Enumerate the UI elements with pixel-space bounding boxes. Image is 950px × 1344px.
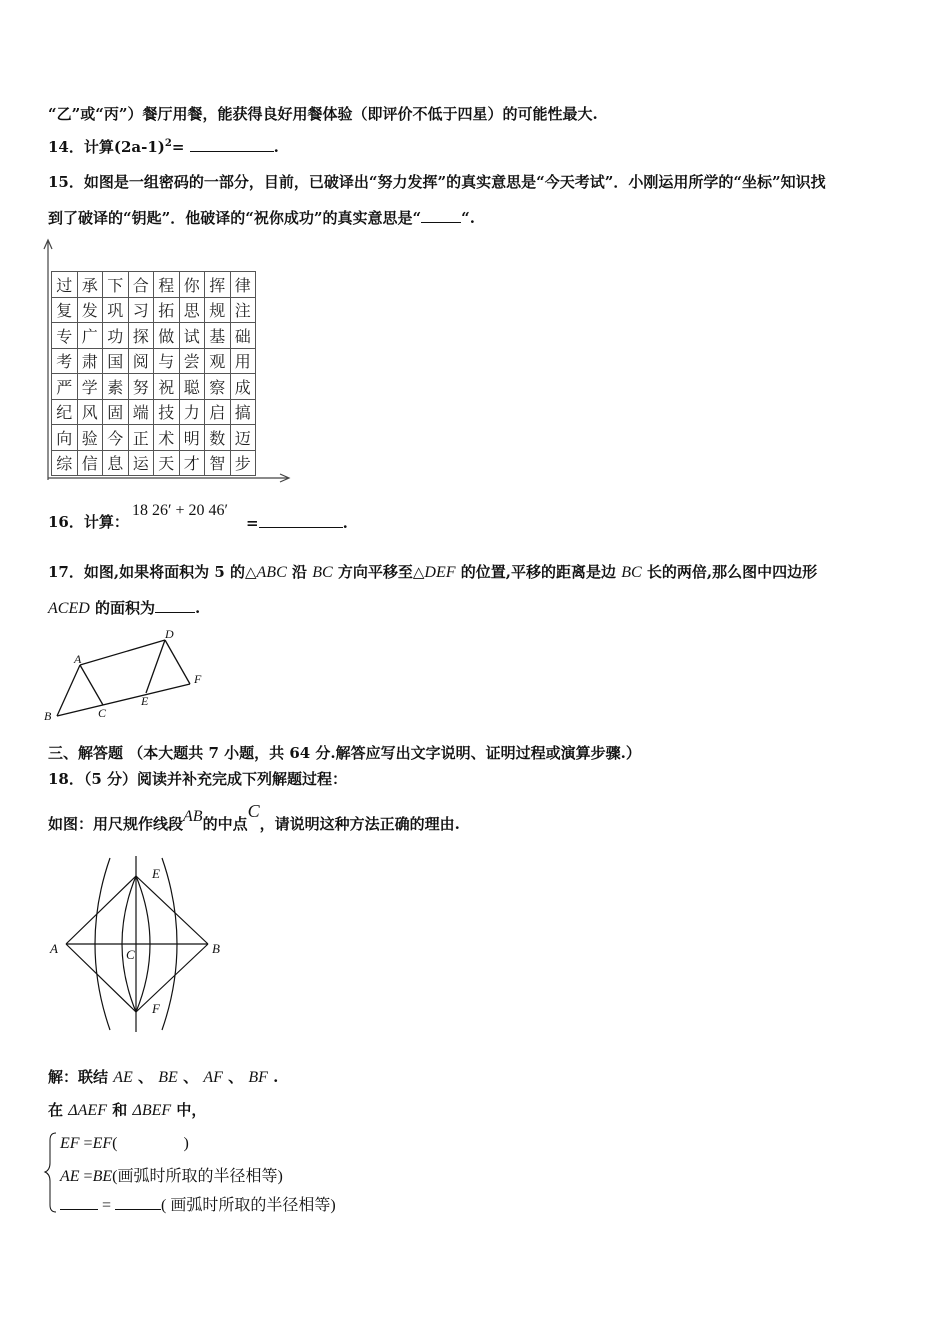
question-18: 18．（5 分）阅读并补充完成下列解题过程： [48,770,348,788]
q18-label-f: F [152,1001,160,1016]
grid-cell: 与 [154,348,180,374]
grid-cell: 数 [205,425,231,451]
q16-end: . [342,514,348,532]
q17-def: DEF [424,564,456,581]
q16-equals: = [246,514,259,532]
sys3-reason: ( 画弧时所取的半径相等) [161,1197,336,1214]
q17-label-d: D [165,627,174,641]
grid-cell: 天 [154,450,180,476]
sys1-paren-close: ) [183,1135,189,1152]
grid-cell: 今 [103,425,129,451]
sep-3: 、 [228,1068,244,1086]
q17-text-4: 的位置,平移的距离是边 [455,563,622,581]
grid-cell: 向 [52,425,78,451]
q17-bc-2: BC [621,564,642,581]
q18-label-b: B [212,941,220,956]
grid-cell: 才 [179,450,205,476]
and-text: 和 [112,1101,128,1119]
sys3-right-blank[interactable] [115,1195,161,1210]
grid-cell: 规 [205,297,231,323]
q15-end: “. [461,209,476,227]
grid-cell: 综 [52,450,78,476]
grid-cell: 础 [230,323,256,349]
grid-cell: 复 [52,297,78,323]
grid-row [52,323,256,349]
grid-cell: 素 [103,374,129,400]
grid-cell: 运 [128,450,154,476]
segment-bf: BF [248,1069,268,1086]
sys2-eq: = [83,1168,93,1185]
grid-cell: 明 [179,425,205,451]
sys3-left-blank[interactable] [60,1195,98,1210]
q17-text-1: 17．如图,如果将面积为 5 的△ [48,563,257,581]
q18-text-1: 如图：用尺规作线段 [48,815,184,833]
q16-number: 16．计算： [48,513,129,531]
q17-end: . [195,599,201,617]
grid-cell: 步 [230,450,256,476]
grid-cell: 尝 [179,348,205,374]
grid-cell: 观 [205,348,231,374]
sys1-paren-open: ( [112,1135,118,1152]
grid-cell: 承 [77,272,103,298]
grid-cell: 祝 [154,374,180,400]
q18-statement [48,801,460,834]
grid-cell: 聪 [179,374,205,400]
q16-answer-blank[interactable] [259,513,343,528]
grid-cell: 用 [230,348,256,374]
middle-text: 中， [176,1101,207,1119]
q18-label-c: C [126,947,135,962]
grid-cell: 功 [103,323,129,349]
q14-end: . [273,138,279,156]
cipher-grid [51,271,256,476]
grid-cell: 注 [230,297,256,323]
grid-cell: 技 [154,399,180,425]
q17-label-a: A [74,652,82,666]
grid-cell: 巩 [103,297,129,323]
grid-row [52,425,256,451]
q17-abc: ABC [256,564,287,581]
grid-cell: 基 [205,323,231,349]
q18-text-2: 的中点 [202,815,248,833]
grid-cell: 习 [128,297,154,323]
sys1-right: EF [92,1135,113,1152]
q15-line-1: 15．如图是一组密码的一部分，目前，已破译出“努力发挥”的真实意思是“今天考试”．小刚运用所学的“坐标”知识找 [48,173,826,191]
sep-2: 、 [183,1068,199,1086]
grid-row [52,450,256,476]
grid-cell: 正 [128,425,154,451]
grid-cell: 成 [230,374,256,400]
grid-cell: 你 [179,272,205,298]
sys2-left: AE [60,1168,80,1185]
grid-cell: 力 [179,399,205,425]
q17-text-5: 长的两倍,那么图中四边形 [641,563,818,581]
q17-text-2: 沿 [286,563,313,581]
grid-cell: 察 [205,374,231,400]
grid-cell: 程 [154,272,180,298]
grid-row [52,374,256,400]
grid-cell: 阅 [128,348,154,374]
grid-cell: 做 [154,323,180,349]
q15-line-2 [48,207,475,228]
grid-cell: 严 [52,374,78,400]
system-row-2 [60,1163,283,1186]
grid-cell: 学 [77,374,103,400]
question-14 [48,136,279,157]
q14-equals: = [171,138,185,156]
segment-ae: AE [113,1069,133,1086]
q18-ab: AB [183,808,203,825]
sys3-eq: = [102,1197,112,1214]
grid-cell: 验 [77,425,103,451]
grid-cell: 迈 [230,425,256,451]
grid-cell: 合 [128,272,154,298]
grid-cell: 端 [128,399,154,425]
sep-1: 、 [138,1068,154,1086]
q17-label-b: B [44,709,52,723]
q17-line-1 [48,561,817,582]
grid-cell: 发 [77,297,103,323]
grid-cell: 律 [230,272,256,298]
grid-cell: 专 [52,323,78,349]
segment-af: AF [203,1069,223,1086]
triangle-bef: ΔBEF [132,1102,172,1119]
q17-label-f: F [194,672,202,686]
section-3-heading: 三、解答题 （本大题共 7 小题，共 64 分.解答应写出文字说明、证明过程或演算步骤.） [48,744,641,762]
grid-cell: 息 [103,450,129,476]
grid-cell: 启 [205,399,231,425]
grid-cell: 搞 [230,399,256,425]
grid-cell: 探 [128,323,154,349]
q14-exponent: 2 [164,138,172,149]
system-row-1 [60,1135,189,1153]
q17-label-e: E [141,694,149,708]
q16-tail [246,513,348,532]
q17-text-6: 的面积为 [89,599,156,617]
grid-cell: 努 [128,374,154,400]
grid-cell: 思 [179,297,205,323]
sys2-right: BE [92,1168,113,1185]
grid-cell: 智 [205,450,231,476]
q15-answer-blank[interactable] [421,208,461,223]
q18-text-3: ，请说明这种方法正确的理由. [259,815,460,833]
q17-text-3: 方向平移至△ [332,563,425,581]
q18-label-a: A [50,941,58,956]
q13-continuation: “乙”或“丙”）餐厅用餐，能获得良好用餐体验（即评价不低于四星）的可能性最大. [48,105,598,123]
grid-cell: 纪 [52,399,78,425]
grid-row [52,348,256,374]
question-16 [48,511,129,532]
grid-cell: 试 [179,323,205,349]
grid-cell: 术 [154,425,180,451]
grid-cell: 国 [103,348,129,374]
triangles-line [48,1099,206,1120]
grid-cell: 考 [52,348,78,374]
q17-line-2 [48,597,200,618]
system-row-3 [60,1192,336,1215]
q17-aced: ACED [48,600,90,617]
q17-label-c: C [98,706,107,720]
grid-row [52,297,256,323]
grid-cell: 下 [103,272,129,298]
segment-be: BE [158,1069,178,1086]
grid-cell: 广 [77,323,103,349]
q17-bc: BC [312,564,333,581]
grid-cell: 拓 [154,297,180,323]
grid-cell: 风 [77,399,103,425]
q14-expression: (2a-1) [113,138,165,156]
grid-cell: 信 [77,450,103,476]
sys1-left: EF [60,1135,80,1152]
grid-row [52,272,256,298]
sys2-reason: (画弧时所取的半径相等) [112,1168,283,1185]
grid-row [52,399,256,425]
triangle-aef: ΔAEF [68,1102,107,1119]
grid-cell: 固 [103,399,129,425]
q14-answer-blank[interactable] [190,137,274,152]
solution-label: 解：联结 [48,1068,109,1086]
grid-cell: 过 [52,272,78,298]
solution-dot: . [273,1068,279,1086]
q18-c: C [247,801,260,821]
q18-label-e: E [152,866,160,881]
in-text: 在 [48,1101,64,1119]
grid-cell: 肃 [77,348,103,374]
q16-expression: 18 26′ + 20 46′ [132,502,229,519]
q15-text: 到了破译的“钥匙”．他破译的“祝你成功”的真实意思是“ [48,209,422,227]
q17-answer-blank[interactable] [155,598,195,613]
q14-number: 14．计算 [48,138,114,156]
sys1-eq: = [83,1135,93,1152]
grid-cell: 挥 [205,272,231,298]
solution-connect [48,1066,278,1087]
